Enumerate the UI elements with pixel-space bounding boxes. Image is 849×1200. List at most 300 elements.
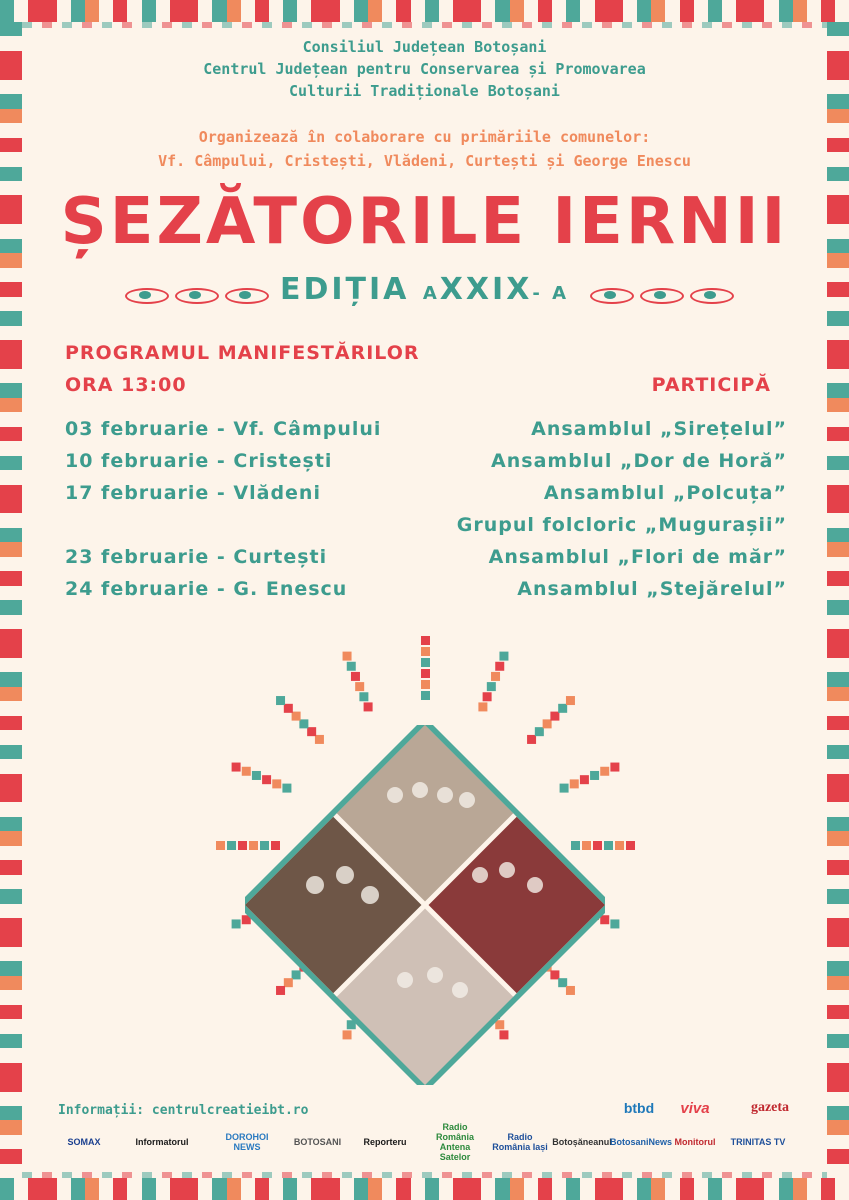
border-segment — [0, 571, 22, 585]
border-segment — [827, 889, 849, 903]
border-segment — [750, 0, 764, 22]
border-segment — [0, 600, 22, 614]
sponsor-logo: Botoșăneanul — [552, 1137, 612, 1147]
motif-stitch — [232, 919, 241, 928]
border-segment — [827, 369, 849, 383]
collaboration-line-2: Vf. Câmpului, Cristești, Vlădeni, Curtești și George Enescu — [158, 152, 691, 170]
border-segment — [827, 933, 849, 947]
motif-stitch — [487, 682, 496, 691]
border-segment — [827, 730, 849, 744]
border-segment — [0, 586, 22, 600]
border-segment — [580, 0, 594, 22]
border-segment — [85, 1178, 99, 1200]
border-segment — [113, 0, 127, 22]
border-segment — [0, 846, 22, 860]
motif-stitch — [610, 919, 619, 928]
border-segment — [0, 672, 22, 686]
border-segment — [827, 831, 849, 845]
border-segment — [827, 1135, 849, 1149]
border-segment — [0, 1106, 22, 1120]
border-segment — [495, 1178, 509, 1200]
program-row — [65, 450, 787, 480]
border-segment — [0, 109, 22, 123]
border-segment — [495, 0, 509, 22]
border-segment — [827, 499, 849, 513]
border-segment — [827, 412, 849, 426]
border-segment — [396, 0, 410, 22]
border-segment — [827, 961, 849, 975]
border-segment — [827, 571, 849, 585]
border-segment — [0, 802, 22, 816]
border-segment — [694, 1178, 708, 1200]
program-date-place: 03 februarie - Vf. Câmpului — [65, 418, 382, 440]
border-segment — [827, 456, 849, 470]
border-segment — [170, 1178, 184, 1200]
program-date-place: 17 februarie - Vlădeni — [65, 482, 321, 504]
program-row — [65, 578, 787, 608]
border-segment — [736, 0, 750, 22]
border-segment — [827, 716, 849, 730]
border-segment — [827, 1063, 849, 1077]
border-segment — [0, 383, 22, 397]
motif-stitch — [550, 712, 559, 721]
border-segment — [827, 513, 849, 527]
border-segment — [827, 1106, 849, 1120]
edition-pre: A — [422, 283, 440, 304]
border-segment — [439, 0, 453, 22]
border-segment — [779, 0, 793, 22]
border-segment — [0, 860, 22, 874]
border-segment — [0, 918, 22, 932]
border-segment — [0, 1005, 22, 1019]
border-segment — [827, 788, 849, 802]
motif-stitch — [566, 696, 575, 705]
sponsor-logo: Informatorul — [135, 1137, 189, 1147]
border-segment — [227, 1178, 241, 1200]
program-ensemble: Ansamblul „Polcuța” — [543, 482, 787, 504]
border-segment — [0, 1164, 22, 1178]
border-segment — [827, 1120, 849, 1134]
edition-number: XXIX — [439, 272, 533, 307]
border-segment — [0, 788, 22, 802]
border-segment — [827, 326, 849, 340]
motif-stitch — [359, 692, 368, 701]
border-segment — [793, 0, 807, 22]
border-segment — [0, 470, 22, 484]
motif-stitch — [216, 841, 225, 850]
sponsor-logo: Reporteru — [363, 1137, 407, 1147]
border-segment — [827, 817, 849, 831]
border-segment — [184, 1178, 198, 1200]
border-segment — [827, 759, 849, 773]
border-segment — [0, 1034, 22, 1048]
sponsor-logo: BOTOSANI — [293, 1137, 342, 1147]
border-segment — [0, 875, 22, 889]
border-segment — [827, 311, 849, 325]
top-inner-edge — [22, 22, 827, 28]
border-segment — [680, 1178, 694, 1200]
organizer-line-3: Culturii Tradiționale Botoșani — [289, 82, 560, 100]
border-segment — [827, 1034, 849, 1048]
border-segment — [827, 860, 849, 874]
border-segment — [827, 774, 849, 788]
border-segment — [651, 0, 665, 22]
edition-post: - A — [532, 283, 570, 304]
border-segment — [609, 1178, 623, 1200]
border-segment — [827, 846, 849, 860]
border-segment — [411, 0, 425, 22]
border-segment — [142, 0, 156, 22]
border-segment — [255, 1178, 269, 1200]
border-segment — [827, 354, 849, 368]
info-link[interactable]: Informații: centrulcreatieibt.ro — [58, 1103, 309, 1118]
border-segment — [0, 326, 22, 340]
organizer-line-2: Centrul Județean pentru Conservarea și Promovarea — [203, 60, 646, 78]
border-segment — [42, 0, 56, 22]
border-segment — [0, 643, 22, 657]
sponsor-logo: Radio România Antena Satelor — [435, 1122, 474, 1162]
border-segment — [566, 0, 580, 22]
motif-stitch — [604, 841, 613, 850]
border-segment — [453, 0, 467, 22]
border-segment — [827, 340, 849, 354]
border-segment — [0, 557, 22, 571]
border-segment — [0, 615, 22, 629]
border-segment — [827, 947, 849, 961]
border-segment — [827, 586, 849, 600]
border-segment — [227, 0, 241, 22]
motif-stitch — [421, 658, 430, 667]
sponsor-logo: Monitorul — [674, 1137, 716, 1147]
program-time: ORA 13:00 — [65, 374, 187, 396]
border-segment — [595, 1178, 609, 1200]
border-segment — [28, 0, 42, 22]
border-segment — [779, 1178, 793, 1200]
border-segment — [827, 470, 849, 484]
sponsor-logo: SOMAX — [67, 1137, 101, 1147]
border-segment — [467, 1178, 481, 1200]
border-segment — [827, 918, 849, 932]
program-date-place: 23 februarie - Curtești — [65, 546, 328, 568]
border-segment — [354, 1178, 368, 1200]
border-segment — [736, 1178, 750, 1200]
program-ensemble: Ansamblul „Flori de măr” — [488, 546, 787, 568]
bottom-border — [0, 1178, 849, 1200]
border-segment — [623, 1178, 637, 1200]
border-segment — [0, 1077, 22, 1091]
border-segment — [524, 0, 538, 22]
motif-stitch — [421, 691, 430, 700]
edition-word: EDIȚIA — [279, 272, 410, 307]
program-ensemble: Ansamblul „Sirețelul” — [531, 418, 787, 440]
border-segment — [0, 427, 22, 441]
border-segment — [708, 1178, 722, 1200]
border-segment — [0, 730, 22, 744]
border-segment — [694, 0, 708, 22]
motif-stitch — [232, 763, 241, 772]
border-segment — [127, 1178, 141, 1200]
border-segment — [283, 0, 297, 22]
motif-stitch — [227, 841, 236, 850]
border-segment — [481, 1178, 495, 1200]
border-segment — [0, 1120, 22, 1134]
border-segment — [0, 933, 22, 947]
border-segment — [0, 1019, 22, 1033]
border-segment — [99, 1178, 113, 1200]
border-segment — [827, 1005, 849, 1019]
sponsor-logo-viva: viva — [680, 1099, 710, 1117]
border-segment — [827, 1019, 849, 1033]
border-segment — [0, 456, 22, 470]
motif-stitch — [343, 652, 352, 661]
border-segment — [827, 643, 849, 657]
border-segment — [807, 1178, 821, 1200]
border-segment — [827, 600, 849, 614]
border-segment — [184, 0, 198, 22]
border-segment — [269, 1178, 283, 1200]
border-segment — [827, 1092, 849, 1106]
border-segment — [0, 412, 22, 426]
program-heading: PROGRAMUL MANIFESTĂRILOR — [65, 342, 420, 364]
border-segment — [0, 0, 14, 22]
sponsor-logo: Radio România Iași — [492, 1132, 548, 1152]
border-segment — [382, 1178, 396, 1200]
border-segment — [0, 354, 22, 368]
motif-stitch — [495, 662, 504, 671]
border-segment — [0, 745, 22, 759]
border-segment — [0, 759, 22, 773]
border-segment — [538, 1178, 552, 1200]
border-segment — [821, 1178, 835, 1200]
border-segment — [0, 716, 22, 730]
border-segment — [0, 22, 22, 36]
border-segment — [0, 441, 22, 455]
motif-stitch — [421, 669, 430, 678]
motif-stitch — [276, 696, 285, 705]
organizer-line-1: Consiliul Județean Botoșani — [302, 38, 547, 56]
border-segment — [368, 1178, 382, 1200]
border-segment — [708, 0, 722, 22]
border-segment — [14, 1178, 28, 1200]
edition-label — [0, 272, 849, 307]
motif-stitch — [610, 763, 619, 772]
motif-stitch — [284, 704, 293, 713]
border-segment — [127, 0, 141, 22]
border-segment — [113, 1178, 127, 1200]
border-segment — [793, 1178, 807, 1200]
border-segment — [827, 427, 849, 441]
border-segment — [453, 1178, 467, 1200]
border-segment — [0, 1048, 22, 1062]
border-segment — [212, 0, 226, 22]
program-row — [65, 482, 787, 512]
motif-stitch — [347, 662, 356, 671]
border-segment — [827, 398, 849, 412]
border-segment — [637, 0, 651, 22]
border-segment — [212, 1178, 226, 1200]
border-segment — [835, 1178, 849, 1200]
collaboration-line-1: Organizează în colaborare cu primăriile comunelor: — [198, 128, 651, 146]
border-segment — [411, 1178, 425, 1200]
border-segment — [0, 658, 22, 672]
border-segment — [0, 528, 22, 542]
motif-stitch — [355, 682, 364, 691]
border-segment — [0, 831, 22, 845]
border-segment — [524, 1178, 538, 1200]
border-segment — [0, 961, 22, 975]
participants-heading: PARTICIPĂ — [651, 374, 771, 396]
border-segment — [241, 1178, 255, 1200]
border-segment — [552, 1178, 566, 1200]
border-segment — [827, 745, 849, 759]
border-segment — [827, 1048, 849, 1062]
border-segment — [510, 1178, 524, 1200]
border-segment — [0, 947, 22, 961]
program-row — [65, 546, 787, 576]
border-segment — [510, 0, 524, 22]
border-segment — [297, 0, 311, 22]
border-segment — [827, 904, 849, 918]
border-segment — [827, 976, 849, 990]
border-segment — [425, 1178, 439, 1200]
border-segment — [0, 499, 22, 513]
border-segment — [0, 1178, 14, 1200]
border-segment — [396, 1178, 410, 1200]
border-segment — [311, 1178, 325, 1200]
motif-stitch — [292, 712, 301, 721]
border-segment — [0, 774, 22, 788]
border-segment — [0, 485, 22, 499]
sponsor-logo: BotosaniNews — [610, 1137, 673, 1147]
border-segment — [198, 0, 212, 22]
border-segment — [28, 1178, 42, 1200]
border-segment — [0, 904, 22, 918]
motif-stitch — [421, 647, 430, 656]
border-segment — [0, 369, 22, 383]
border-segment — [0, 1063, 22, 1077]
border-segment — [0, 398, 22, 412]
border-segment — [170, 0, 184, 22]
border-segment — [340, 1178, 354, 1200]
border-segment — [71, 1178, 85, 1200]
border-segment — [827, 441, 849, 455]
border-segment — [827, 383, 849, 397]
border-segment — [827, 701, 849, 715]
border-segment — [764, 0, 778, 22]
border-segment — [827, 802, 849, 816]
border-segment — [255, 0, 269, 22]
border-segment — [57, 0, 71, 22]
border-segment — [0, 1149, 22, 1163]
border-segment — [0, 889, 22, 903]
border-segment — [552, 0, 566, 22]
border-segment — [368, 0, 382, 22]
border-segment — [0, 513, 22, 527]
motif-stitch — [478, 702, 487, 711]
border-segment — [821, 0, 835, 22]
border-segment — [827, 528, 849, 542]
border-segment — [827, 109, 849, 123]
program-date-place: 10 februarie - Cristești — [65, 450, 333, 472]
border-segment — [326, 0, 340, 22]
border-segment — [0, 542, 22, 556]
border-segment — [750, 1178, 764, 1200]
border-segment — [57, 1178, 71, 1200]
border-segment — [14, 0, 28, 22]
border-segment — [827, 1149, 849, 1163]
border-segment — [382, 0, 396, 22]
border-segment — [439, 1178, 453, 1200]
border-segment — [835, 0, 849, 22]
border-segment — [0, 311, 22, 325]
border-segment — [637, 1178, 651, 1200]
border-segment — [297, 1178, 311, 1200]
top-border — [0, 0, 849, 22]
border-segment — [467, 0, 481, 22]
border-segment — [827, 1164, 849, 1178]
border-segment — [354, 0, 368, 22]
border-segment — [609, 0, 623, 22]
program-ensemble: Grupul folcloric „Mugurașii” — [456, 514, 787, 536]
border-segment — [827, 672, 849, 686]
border-segment — [269, 0, 283, 22]
program-ensemble: Ansamblul „Dor de Horă” — [491, 450, 787, 472]
border-segment — [595, 0, 609, 22]
border-segment — [198, 1178, 212, 1200]
sponsor-logo: DOROHOI NEWS — [225, 1132, 269, 1152]
border-segment — [481, 0, 495, 22]
motif-stitch — [483, 692, 492, 701]
program-date-place: 24 februarie - G. Enescu — [65, 578, 348, 600]
border-segment — [764, 1178, 778, 1200]
border-segment — [241, 0, 255, 22]
border-segment — [340, 0, 354, 22]
border-segment — [722, 0, 736, 22]
border-segment — [827, 22, 849, 36]
motif-stitch — [421, 636, 430, 645]
photo-collage — [245, 725, 605, 1085]
border-segment — [326, 1178, 340, 1200]
border-segment — [827, 629, 849, 643]
motif-stitch — [351, 672, 360, 681]
border-segment — [665, 0, 679, 22]
motif-stitch — [615, 841, 624, 850]
event-title: ȘEZĂTORILE IERNII — [60, 185, 789, 259]
motif-stitch — [491, 672, 500, 681]
border-segment — [722, 1178, 736, 1200]
border-segment — [827, 615, 849, 629]
border-segment — [0, 817, 22, 831]
border-segment — [807, 0, 821, 22]
border-segment — [311, 0, 325, 22]
border-segment — [0, 1135, 22, 1149]
border-segment — [538, 0, 552, 22]
border-segment — [0, 629, 22, 643]
program-ensemble: Ansamblul „Stejărelul” — [517, 578, 787, 600]
border-segment — [0, 687, 22, 701]
bottom-inner-edge — [22, 1172, 827, 1178]
border-segment — [71, 0, 85, 22]
border-segment — [651, 1178, 665, 1200]
border-segment — [85, 0, 99, 22]
border-segment — [665, 1178, 679, 1200]
border-segment — [827, 485, 849, 499]
border-segment — [827, 658, 849, 672]
border-segment — [827, 542, 849, 556]
sponsor-logo: TRINITAS TV — [730, 1137, 786, 1147]
border-segment — [566, 1178, 580, 1200]
motif-stitch — [364, 702, 373, 711]
